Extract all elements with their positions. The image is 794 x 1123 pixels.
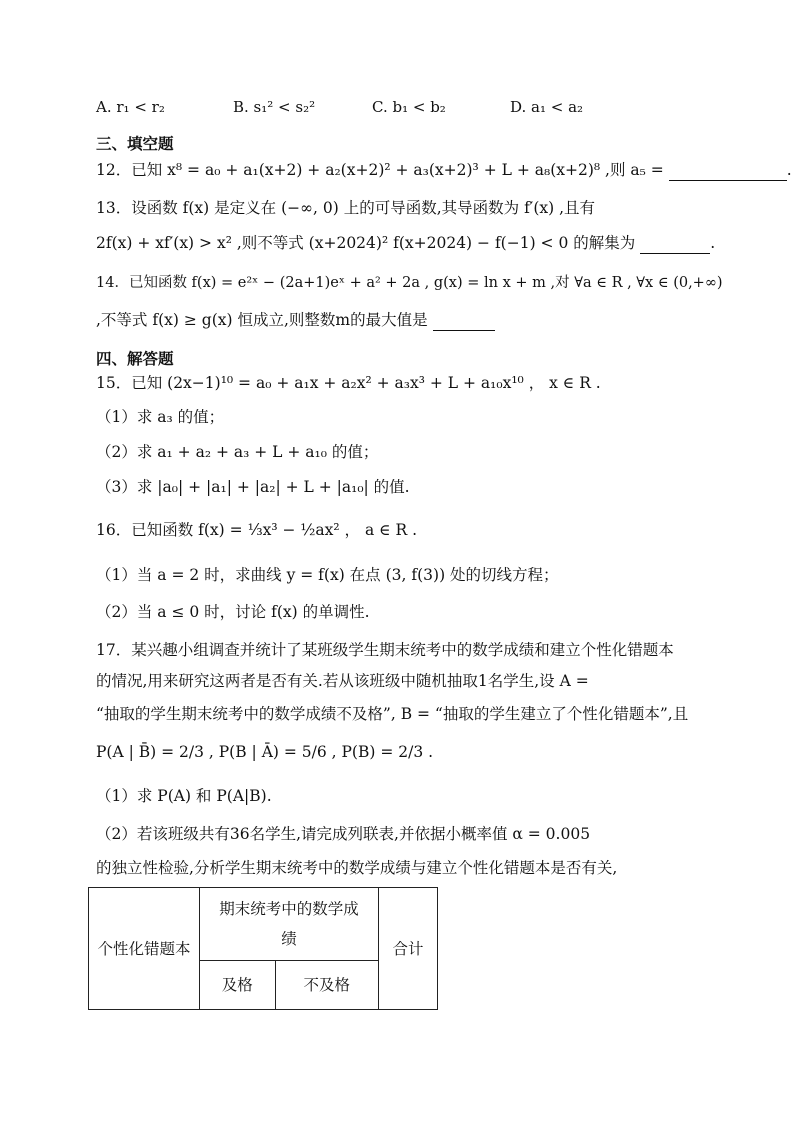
q15-part2: （2）求 a₁ + a₂ + a₃ + L + a₁₀ 的值；	[96, 443, 379, 461]
choice-c: C. b₁ < b₂	[372, 98, 446, 116]
question-14-line2	[96, 309, 495, 331]
q15-part1: （1）求 a₃ 的值；	[96, 408, 225, 426]
section-title-solve: 四、解答题	[96, 349, 174, 368]
q15-stem: 15．已知 (2x−1)¹⁰ = a₀ + a₁x + a₂x² + a₃x³ + L + a₁₀x¹⁰ ， x ∈ R .	[96, 374, 601, 392]
question-13-line2	[96, 232, 715, 254]
q13-line2-text: 2f(x) + xf′(x) > x² ,则不等式 (x+2024)² f(x+2024) − f(−1) < 0 的解集为	[96, 234, 636, 252]
q14-answer-blank[interactable]	[433, 312, 495, 331]
q13-end: .	[710, 234, 716, 252]
choice-b: B. s₁² < s₂²	[233, 98, 316, 116]
table-row-header: 个性化错题本	[89, 888, 200, 1010]
q17-line1: 17．某兴趣小组调查并统计了某班级学生期末统考中的数学成绩和建立个性化错题本	[96, 641, 674, 659]
table-col-fail: 不及格	[275, 961, 378, 1010]
q12-end: .	[786, 161, 792, 179]
q14-line1: 14．已知函数 f(x) = e²ˣ − (2a+1)eˣ + a² + 2a , g(x) = ln x + m ,对 ∀a ∈ R , ∀x ∈ (0,+∞)	[96, 275, 723, 291]
q12-answer-blank[interactable]	[669, 162, 787, 181]
table-col-pass: 及格	[200, 961, 276, 1010]
q17-part2: （2）若该班级共有36名学生,请完成列联表,并依据小概率值 α = 0.005	[96, 825, 591, 843]
q12-text: 12．已知 x⁸ = a₀ + a₁(x+2) + a₂(x+2)² + a₃(x+2)³ + L + a₈(x+2)⁸ ,则 a₅ =	[96, 161, 664, 179]
q17-line5: 的独立性检验,分析学生期末统考中的数学成绩与建立个性化错题本是否有关,	[96, 859, 618, 877]
choice-row	[96, 96, 696, 118]
table-group-header: 期末统考中的数学成绩	[200, 888, 379, 961]
q15-part3: （3）求 |a₀| + |a₁| + |a₂| + L + |a₁₀| 的值.	[96, 478, 410, 496]
q16-part2: （2）当 a ≤ 0 时，讨论 f(x) 的单调性.	[96, 603, 370, 621]
q13-line1: 13．设函数 f(x) 是定义在 (−∞, 0) 上的可导函数,其导函数为 f′(x) ,且有	[96, 199, 596, 217]
contingency-table	[88, 887, 438, 1010]
q14-line2-text: ,不等式 f(x) ≥ g(x) 恒成立,则整数m的最大值是	[96, 311, 428, 329]
q17-line4: P(A | B̄) = 2/3 , P(B | Ā) = 5/6 , P(B) = 2/3 .	[96, 743, 434, 761]
section-title-fill-in: 三、填空题	[96, 134, 174, 153]
q16-part1: （1）当 a = 2 时，求曲线 y = f(x) 在点 (3, f(3)) 处的切线方程；	[96, 566, 559, 584]
q17-line2: 的情况,用来研究这两者是否有关.若从该班级中随机抽取1名学生,设 A =	[96, 672, 589, 690]
choice-a: A. r₁ < r₂	[96, 98, 165, 116]
q13-answer-blank[interactable]	[640, 235, 710, 254]
table-total-header: 合计	[379, 888, 438, 1010]
q17-line3: “抽取的学生期末统考中的数学成绩不及格”, B = “抽取的学生建立了个性化错题本”,且	[96, 705, 689, 723]
choice-d: D. a₁ < a₂	[510, 98, 584, 116]
question-12	[96, 159, 792, 181]
q16-stem: 16．已知函数 f(x) = ⅓x³ − ½ax² ， a ∈ R .	[96, 521, 418, 539]
q17-part1: （1）求 P(A) 和 P(A|B).	[96, 787, 272, 805]
